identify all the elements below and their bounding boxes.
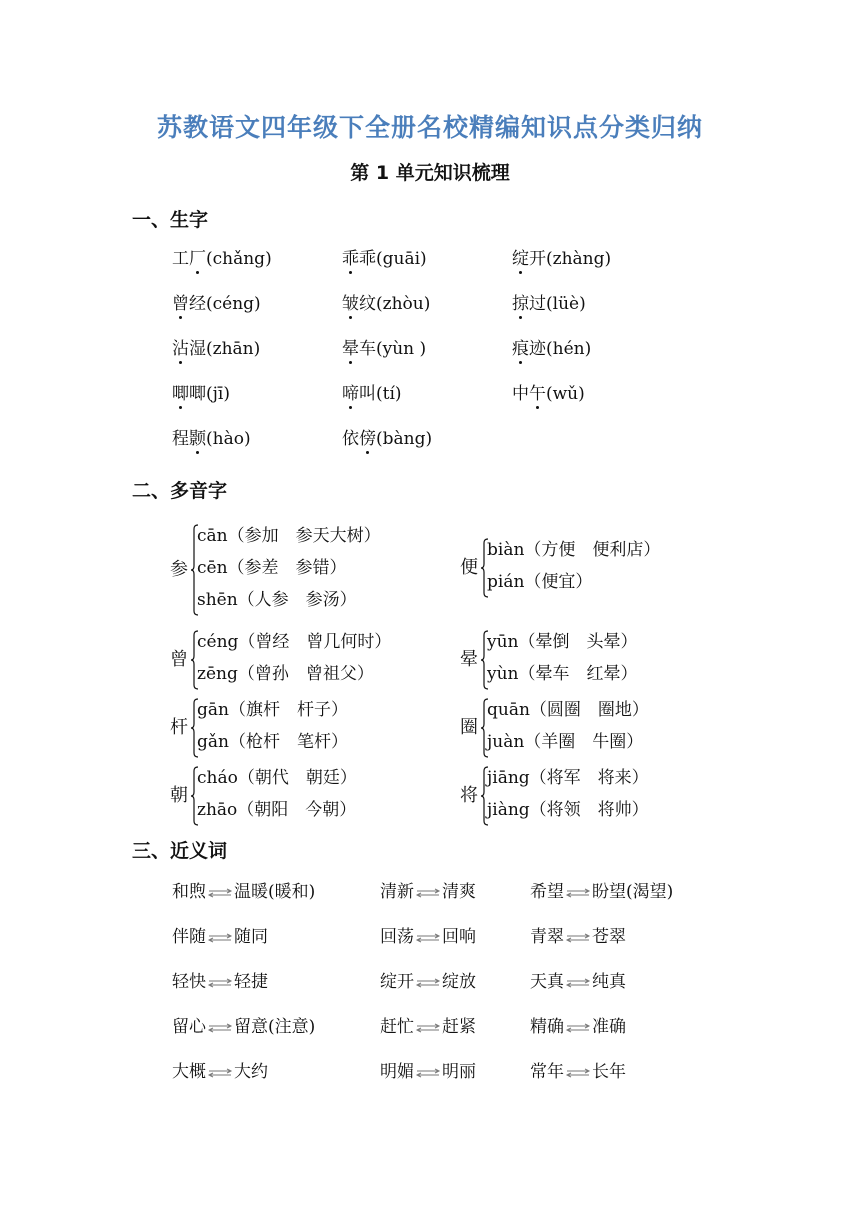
synonym-word-b: 苍翠	[592, 927, 626, 947]
synonym-word-a: 常年	[530, 1062, 564, 1082]
polyphone-reading: cháo（朝代 朝廷）	[197, 768, 357, 788]
double-arrow-icon	[415, 888, 441, 898]
double-arrow-icon	[415, 1068, 441, 1078]
synonym-pair	[172, 1060, 268, 1084]
polyphone-character: 朝	[170, 785, 188, 806]
dotted-character: 傍	[359, 429, 376, 449]
character-entry	[172, 427, 251, 451]
dotted-character: 掠	[512, 294, 529, 314]
dotted-character: 唧	[172, 384, 189, 404]
entry-pinyin: 乖(guāi)	[359, 249, 427, 269]
polyphone-character: 将	[460, 785, 478, 806]
entry-pinyin: 湿(zhān)	[189, 339, 261, 359]
synonym-word-a: 清新	[380, 882, 414, 902]
synonym-word-a: 希望	[530, 882, 564, 902]
entry-pinyin: 叫(tí)	[359, 384, 402, 404]
polyphone-reading: biàn（方便 便利店）	[487, 540, 661, 560]
dotted-character: 午	[529, 384, 546, 404]
polyphone-reading: céng（曾经 曾几何时）	[197, 632, 392, 652]
synonym-pair	[172, 880, 315, 904]
synonym-word-a: 青翠	[530, 927, 564, 947]
double-arrow-icon	[565, 933, 591, 943]
polyphone-character: 圈	[460, 717, 478, 738]
synonym-word-b: 留意(注意)	[234, 1017, 316, 1037]
entry-pinyin: 开(zhàng)	[529, 249, 612, 269]
synonym-word-b: 大约	[234, 1062, 268, 1082]
polyphone-reading: yūn（晕倒 头晕）	[487, 632, 638, 652]
polyphone-reading: cān（参加 参天大树）	[197, 526, 381, 546]
character-entry	[512, 382, 585, 406]
polyphone-character: 晕	[460, 649, 478, 670]
polyphone-group	[170, 764, 430, 828]
synonym-pair	[172, 1015, 315, 1039]
polyphone-group	[170, 696, 430, 760]
polyphone-character: 便	[460, 557, 478, 578]
double-arrow-icon	[565, 978, 591, 988]
entry-text: 程	[172, 429, 189, 449]
synonym-pair	[530, 925, 626, 949]
dotted-character: 沾	[172, 339, 189, 359]
dotted-character: 皱	[342, 294, 359, 314]
polyphone-reading: jiàng（将领 将帅）	[487, 800, 649, 820]
polyphone-reading: jiāng（将军 将来）	[487, 768, 649, 788]
character-entry	[172, 337, 260, 361]
synonym-pair	[530, 1015, 626, 1039]
character-entry	[342, 292, 430, 316]
synonym-word-a: 赶忙	[380, 1017, 414, 1037]
entry-pinyin: 纹(zhòu)	[359, 294, 431, 314]
character-entry	[172, 292, 261, 316]
character-entry	[172, 247, 272, 271]
synonym-word-a: 留心	[172, 1017, 206, 1037]
character-entry	[342, 247, 427, 271]
synonym-pair	[530, 1060, 626, 1084]
double-arrow-icon	[415, 1023, 441, 1033]
character-entry	[512, 247, 611, 271]
section-heading-characters: 一、生字	[132, 209, 209, 231]
polyphone-character: 杆	[170, 717, 188, 738]
synonym-word-b: 清爽	[442, 882, 476, 902]
dotted-character: 绽	[512, 249, 529, 269]
synonym-word-a: 回荡	[380, 927, 414, 947]
synonym-word-a: 大概	[172, 1062, 206, 1082]
dotted-character: 厂	[189, 249, 206, 269]
synonym-pair	[172, 925, 268, 949]
synonym-word-b: 随同	[234, 927, 268, 947]
polyphone-group	[460, 536, 720, 600]
double-arrow-icon	[207, 1068, 233, 1078]
synonym-word-b: 绽放	[442, 972, 476, 992]
entry-text: 工	[172, 249, 189, 269]
synonym-word-b: 盼望(渴望)	[592, 882, 674, 902]
synonym-pair	[380, 880, 476, 904]
synonym-pair	[530, 880, 673, 904]
polyphone-character: 曾	[170, 649, 188, 670]
synonym-word-a: 伴随	[172, 927, 206, 947]
double-arrow-icon	[207, 888, 233, 898]
synonym-pair	[380, 970, 476, 994]
dotted-character: 啼	[342, 384, 359, 404]
synonym-word-a: 天真	[530, 972, 564, 992]
synonym-word-a: 明媚	[380, 1062, 414, 1082]
polyphone-reading: zhāo（朝阳 今朝）	[197, 800, 357, 820]
double-arrow-icon	[207, 978, 233, 988]
dotted-character: 晕	[342, 339, 359, 359]
synonym-word-a: 和煦	[172, 882, 206, 902]
synonym-word-b: 温暖(暖和)	[234, 882, 316, 902]
entry-pinyin: (chǎng)	[206, 249, 272, 269]
synonym-pair	[530, 970, 626, 994]
polyphone-reading: shēn（人参 参汤）	[197, 590, 357, 610]
polyphone-reading: juàn（羊圈 牛圈）	[487, 732, 644, 752]
synonym-word-a: 轻快	[172, 972, 206, 992]
dotted-character: 乖	[342, 249, 359, 269]
double-arrow-icon	[207, 933, 233, 943]
synonym-word-b: 明丽	[442, 1062, 476, 1082]
synonym-word-a: 精确	[530, 1017, 564, 1037]
double-arrow-icon	[415, 978, 441, 988]
synonym-pair	[172, 970, 268, 994]
polyphone-reading: yùn（晕车 红晕）	[487, 664, 638, 684]
synonym-word-b: 长年	[592, 1062, 626, 1082]
polyphone-reading: quān（圆圈 圈地）	[487, 700, 649, 720]
unit-subtitle: 第 1 单元知识梳理	[350, 162, 510, 184]
entry-pinyin: (wǔ)	[546, 384, 585, 404]
polyphone-group	[460, 628, 720, 692]
entry-pinyin: 过(lüè)	[529, 294, 586, 314]
polyphone-reading: zēng（曾孙 曾祖父）	[197, 664, 374, 684]
page-title: 苏教语文四年级下全册名校精编知识点分类归纳	[156, 113, 703, 142]
entry-pinyin: 迹(hén)	[529, 339, 592, 359]
character-entry	[342, 427, 432, 451]
synonym-word-b: 准确	[592, 1017, 626, 1037]
entry-pinyin: (bàng)	[376, 429, 433, 449]
dotted-character: 痕	[512, 339, 529, 359]
polyphone-group	[170, 628, 430, 692]
character-entry	[342, 337, 426, 361]
synonym-word-b: 赶紧	[442, 1017, 476, 1037]
section-heading-synonyms: 三、近义词	[132, 840, 228, 862]
double-arrow-icon	[565, 1023, 591, 1033]
double-arrow-icon	[415, 933, 441, 943]
synonym-pair	[380, 1060, 476, 1084]
entry-text: 依	[342, 429, 359, 449]
polyphone-reading: gǎn（枪杆 笔杆）	[197, 732, 348, 752]
character-entry	[342, 382, 402, 406]
dotted-character: 曾	[172, 294, 189, 314]
entry-pinyin: 唧(jī)	[189, 384, 230, 404]
polyphone-group	[460, 696, 720, 760]
synonym-word-b: 轻捷	[234, 972, 268, 992]
entry-text: 中	[512, 384, 529, 404]
polyphone-group	[170, 522, 430, 618]
synonym-pair	[380, 1015, 476, 1039]
dotted-character: 颢	[189, 429, 206, 449]
polyphone-character: 参	[170, 559, 188, 580]
double-arrow-icon	[207, 1023, 233, 1033]
polyphone-reading: gān（旗杆 杆子）	[197, 700, 348, 720]
section-heading-polyphones: 二、多音字	[132, 480, 228, 502]
double-arrow-icon	[565, 888, 591, 898]
synonym-word-b: 回响	[442, 927, 476, 947]
synonym-word-b: 纯真	[592, 972, 626, 992]
character-entry	[512, 337, 591, 361]
double-arrow-icon	[565, 1068, 591, 1078]
entry-pinyin: 车(yùn )	[359, 339, 427, 359]
character-entry	[172, 382, 230, 406]
entry-pinyin: 经(céng)	[189, 294, 261, 314]
synonym-pair	[380, 925, 476, 949]
polyphone-reading: pián（便宜）	[487, 572, 593, 592]
synonym-word-a: 绽开	[380, 972, 414, 992]
entry-pinyin: (hào)	[206, 429, 251, 449]
polyphone-reading: cēn（参差 参错）	[197, 558, 347, 578]
character-entry	[512, 292, 586, 316]
polyphone-group	[460, 764, 720, 828]
